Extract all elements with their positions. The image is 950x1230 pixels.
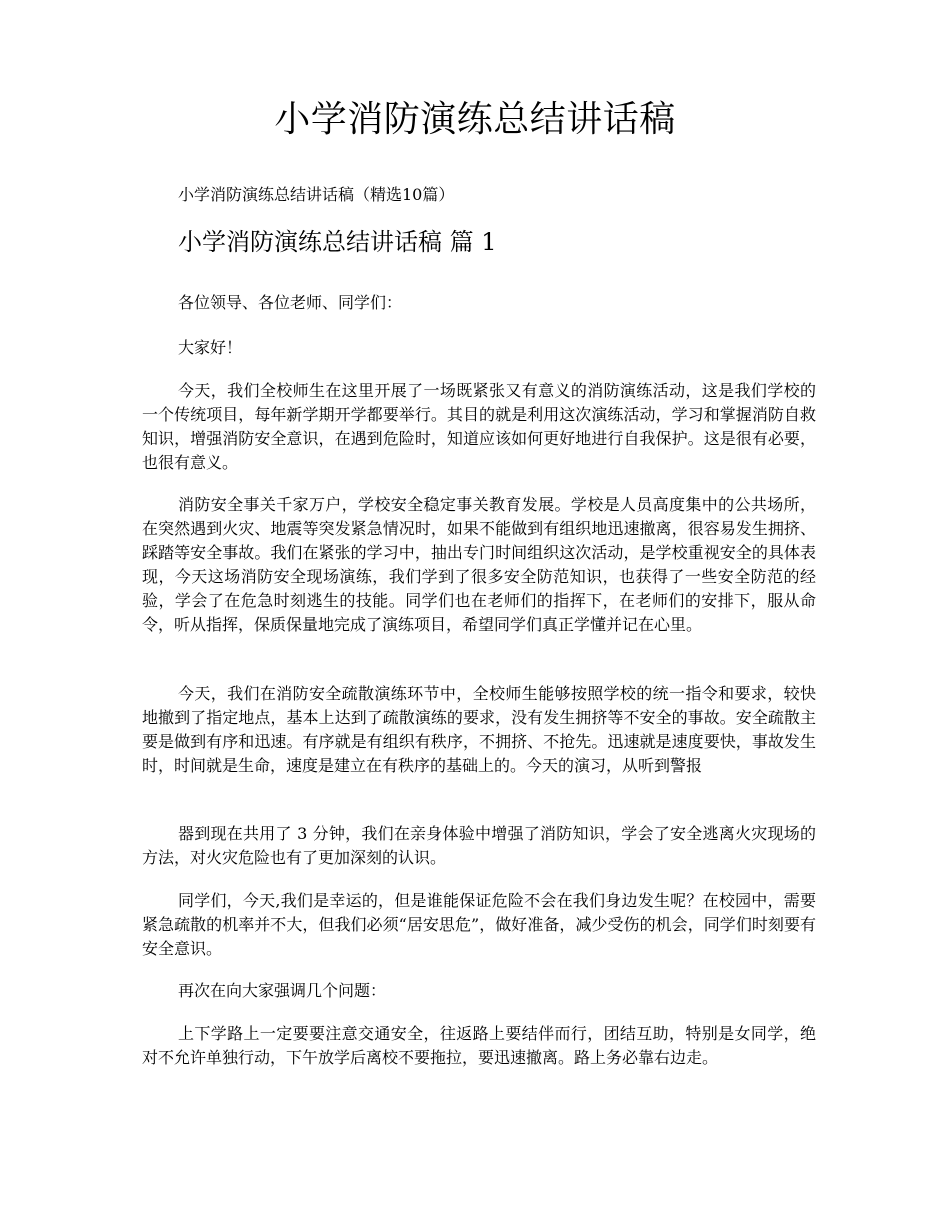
paragraph: 今天，我们全校师生在这里开展了一场既紧张又有意义的消防演练活动，这是我们学校的一个传统项目，每年新学期开学都要举行。其目的就是利用这次演练活动，学习和掌握消防自救知识，增强消防安全意识，在遇到危险时，知道应该如何更好地进行自我保护。这是很有必要，也很有意义。 [142,381,816,472]
paragraph: 消防安全事关千家万户，学校安全稳定事关教育发展。学校是人员高度集中的公共场所，在突然遇到火灾、地震等突发紧急情况时，如果不能做到有组织地迅速撤离，很容易发生拥挤、踩踏等安全事故。我们在紧张的学习中，抽出专门时间组织这次活动，是学校重视安全的具体表现，今天这场消防安全现场演练，我们学到了很多安全防范知识，也获得了一些安全防范的经验，学会了在危急时刻逃生的技能。同学们也在老师们的指挥下，在老师们的安排下，服从命令，听从指挥，保质保量地完成了演练项目，希望同学们真正学懂并记在心里。 [142,495,816,634]
paragraph-salutation: 各位领导、各位老师、同学们： [178,293,403,312]
paragraph: 同学们，今天,我们是幸运的，但是谁能保证危险不会在我们身边发生呢？在校园中，需要紧急疏散的机率并不大，但我们必须“居安思危”，做好准备，减少受伤的机会，同学们时刻要有安全意识。 [142,891,816,958]
paragraph-greeting: 大家好！ [178,338,243,357]
document-title: 小学消防演练总结讲话稿 [274,99,676,140]
section-heading: 小学消防演练总结讲话稿 篇 1 [178,228,497,256]
document-subtitle: 小学消防演练总结讲话稿（精选10篇） [178,185,455,204]
paragraph: 器到现在共用了 3 分钟，我们在亲身体验中增强了消防知识，学会了安全逃离火灾现场的方法，对火灾危险也有了更加深刻的认识。 [142,824,816,867]
paragraph: 上下学路上一定要要注意交通安全，往返路上要结伴而行，团结互助，特别是女同学，绝对不允许单独行动，下午放学后离校不要拖拉，要迅速撤离。路上务必靠右边走。 [142,1024,816,1067]
paragraph: 今天，我们在消防安全疏散演练环节中，全校师生能够按照学校的统一指令和要求，较快地撤到了指定地点，基本上达到了疏散演练的要求，没有发生拥挤等不安全的事故。安全疏散主要是做到有序和迅速。有序就是有组织有秩序，不拥挤、不抢先。迅速就是速度要快，事故发生时，时间就是生命，速度是建立在有秩序的基础上的。今天的演习，从听到警报 [142,684,816,775]
paragraph: 再次在向大家强调几个问题： [178,981,387,1000]
